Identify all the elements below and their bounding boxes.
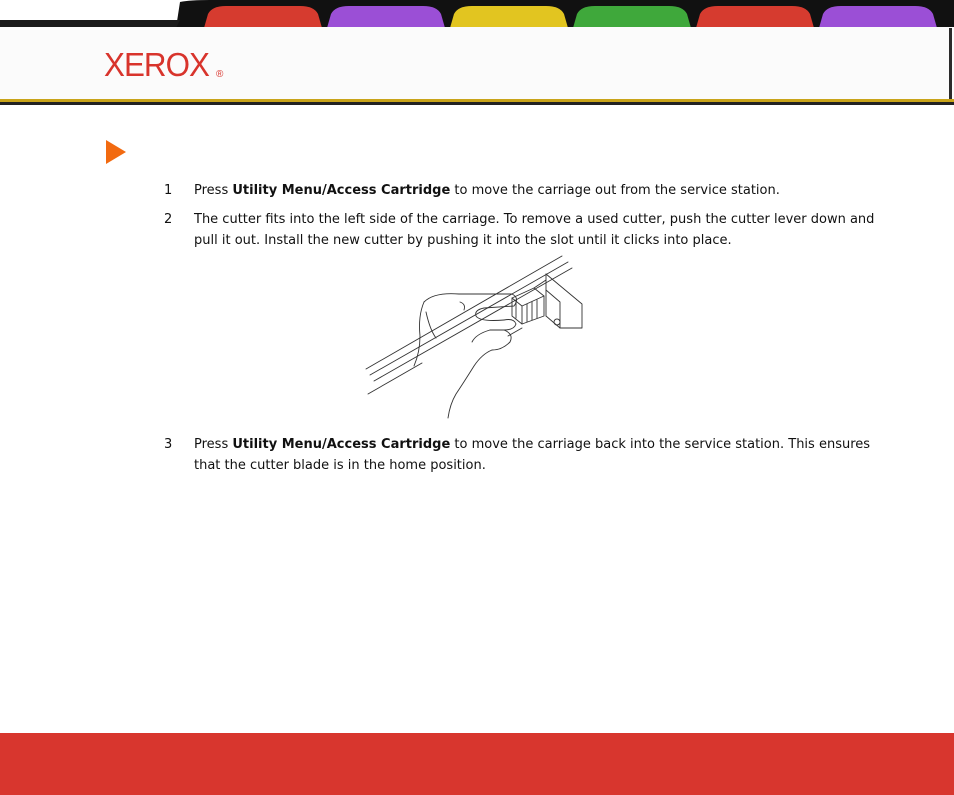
step-number: 3 bbox=[164, 437, 173, 452]
section-arrow-icon bbox=[106, 140, 128, 164]
header-tab-5 bbox=[696, 6, 814, 28]
page-footer bbox=[0, 733, 954, 795]
registered-mark: ® bbox=[216, 69, 224, 80]
step-number: 1 bbox=[164, 183, 173, 198]
step-text: The cutter fits into the left side of the carriage. To remove a used cutter, push the cutter lever down and pull it out. Install the new cutter by pushing it into the slot until it clicks into place. bbox=[194, 212, 875, 248]
header-tab-2 bbox=[327, 6, 445, 28]
step-text: Press Utility Menu/Access Cartridge to move the carriage out from the service station. bbox=[194, 183, 780, 198]
access-cartridge-key: Access Cartridge bbox=[326, 183, 451, 198]
header-tab-4 bbox=[573, 6, 691, 28]
header-tab-6 bbox=[819, 6, 937, 28]
utility-menu-key: Utility Menu bbox=[232, 437, 322, 452]
step-text: Press Utility Menu/Access Cartridge to move the carriage back into the service station. This ensures that the cutter blade is in the home position. bbox=[194, 437, 871, 473]
page-header bbox=[0, 0, 954, 106]
header-tab-1 bbox=[204, 6, 322, 28]
cutter-installation-illustration bbox=[364, 254, 594, 420]
header-tab-3 bbox=[450, 6, 568, 28]
xerox-logo: XEROX bbox=[104, 46, 210, 83]
utility-menu-key: Utility Menu bbox=[232, 183, 322, 198]
access-cartridge-key: Access Cartridge bbox=[326, 437, 451, 452]
step-number: 2 bbox=[164, 212, 173, 227]
